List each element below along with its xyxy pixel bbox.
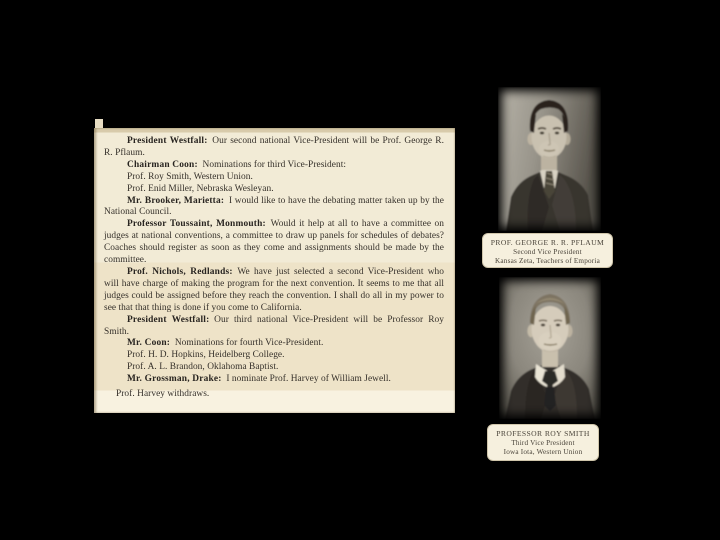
document-paragraph: Prof. H. D. Hopkins, Heidelberg College. xyxy=(127,350,285,361)
smith-portrait-graphic xyxy=(499,277,601,419)
caption-title: Second Vice President xyxy=(513,247,582,256)
caption-card-pflaum xyxy=(482,233,613,268)
caption-name: PROFESSOR ROY SMITH xyxy=(496,429,590,438)
speaker-name: Mr. Brooker, Marietta: xyxy=(127,195,225,206)
document-paragraph: President Westfall: Our third national Vice-President will be Professor Roy Smith. xyxy=(104,314,445,337)
scanned-document xyxy=(94,128,455,413)
document-paragraph: Mr. Brooker, Marietta: I would like to have the debating matter taken up by the National Council. xyxy=(104,195,444,218)
speaker-name: Mr. Coon: xyxy=(127,338,171,349)
pflaum-portrait-graphic xyxy=(498,87,601,231)
caption-affiliation: Iowa Iota, Western Union xyxy=(503,447,583,456)
document-paragraph: Prof. Roy Smith, Western Union. xyxy=(127,171,253,182)
speaker-name: President Westfall: xyxy=(127,314,210,325)
document-paragraph: Professor Toussaint, Monmouth: Would it help at all to have a committee on judges at national conventions, a committee to draw up panels for schedules of debates? Coaches should register as soon as they come and assignments should be made by the committee. xyxy=(104,219,444,266)
speaker-name: Mr. Grossman, Drake: xyxy=(127,374,222,385)
speaker-name: Prof. Nichols, Redlands: xyxy=(127,266,233,277)
document-paragraph: Chairman Coon: Nominations for third Vice-President: xyxy=(127,159,347,170)
portrait-photo-smith xyxy=(499,277,601,419)
caption-affiliation: Kansas Zeta, Teachers of Emporia xyxy=(495,256,600,265)
document-paragraph: Prof. A. L. Brandon, Oklahoma Baptist. xyxy=(127,362,279,373)
document-paragraph: President Westfall: Our second national Vice-President will be Prof. George R. R. Pflaum. xyxy=(104,136,444,158)
document-paragraph: Mr. Grossman, Drake: I nominate Prof. Harvey of William Jewell. xyxy=(127,374,391,385)
caption-name: PROF. GEORGE R. R. PFLAUM xyxy=(490,238,605,247)
caption-title: Third Vice President xyxy=(511,438,575,447)
document-text xyxy=(104,136,444,401)
document-paragraph: Prof. Harvey withdraws. xyxy=(116,389,210,400)
speaker-name: Chairman Coon: xyxy=(127,159,198,170)
speaker-name: Professor Toussaint, Monmouth: xyxy=(127,219,266,230)
document-paragraph: Prof. Enid Miller, Nebraska Wesleyan. xyxy=(127,183,274,194)
portrait-photo-pflaum xyxy=(498,87,601,231)
speaker-name: President Westfall: xyxy=(127,136,208,146)
caption-card-smith xyxy=(487,424,599,461)
document-paragraph: Mr. Coon: Nominations for fourth Vice-President. xyxy=(127,338,324,349)
document-paragraph: Prof. Nichols, Redlands: We have just selected a second Vice-President who will have charge of making the program for the next convention. It seems to me that all judges could be assigned before they reach the convention. I shall do all in my power to see that that thing is done if you come to California. xyxy=(104,266,444,313)
